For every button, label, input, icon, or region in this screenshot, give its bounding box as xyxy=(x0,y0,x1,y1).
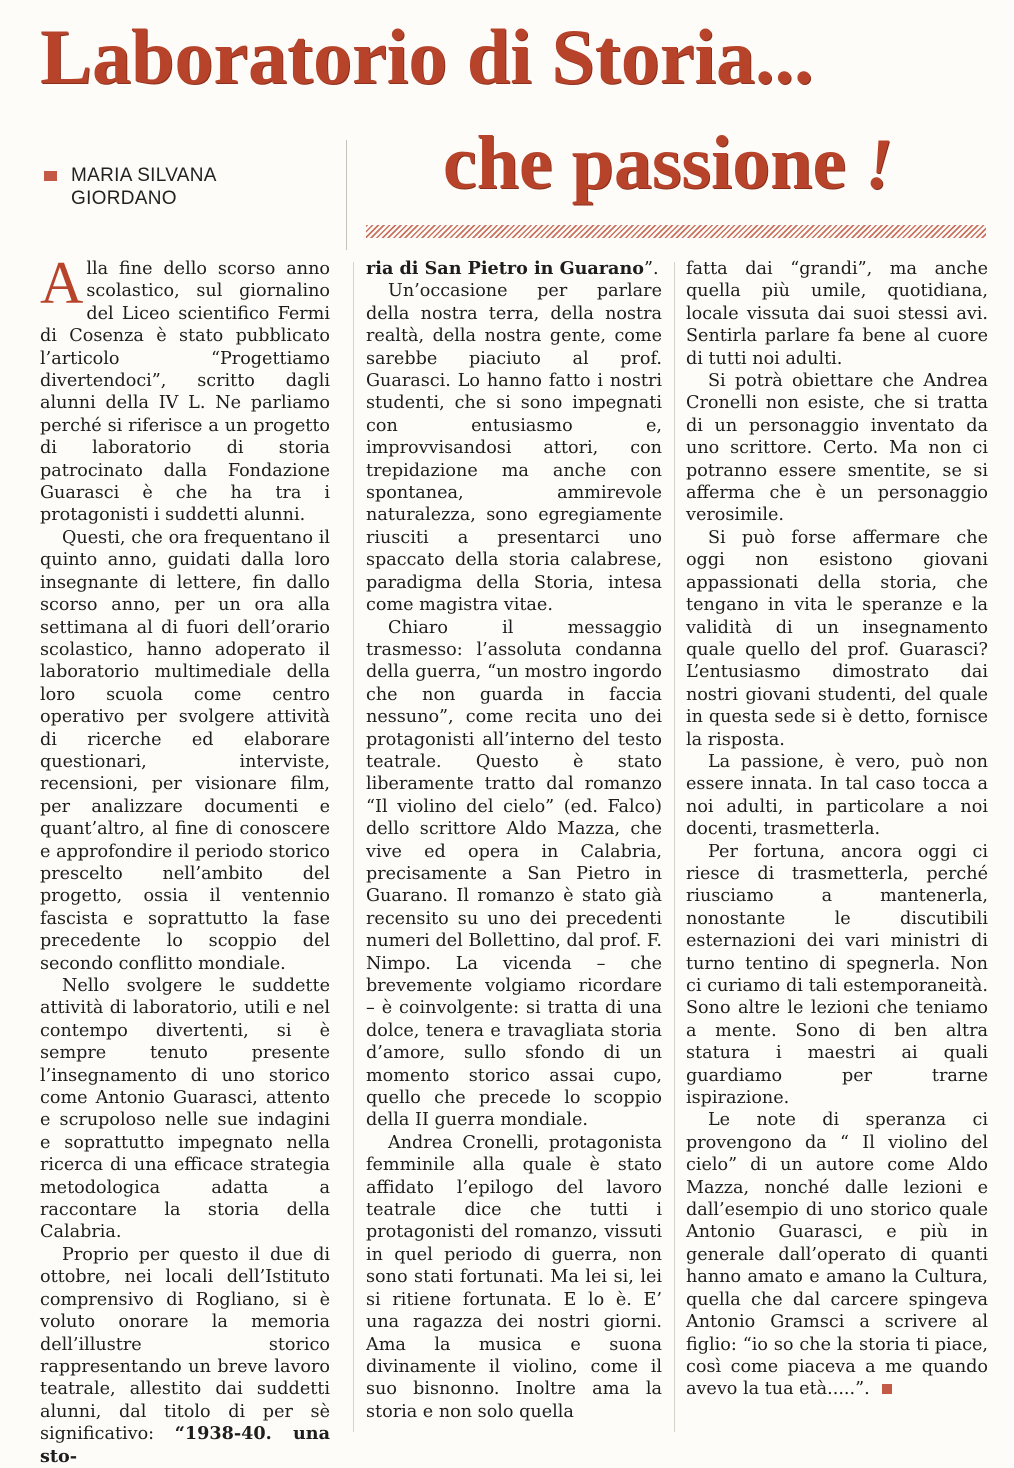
paragraph: Nello svolgere le suddette attività di laboratorio, utili e nel contempo divertenti, si è sempre tenuto presente l’insegnamento di uno storico come Antonio Guarasci, attento e scrupoloso nelle sue indagini e soprattutto impegnato nella ricerca di una efficace strategia metodologica adatta a raccontare la storia della Calabria. xyxy=(40,976,330,1243)
paragraph xyxy=(40,1244,330,1468)
play-title-continued: ria di San Pietro in Guarano xyxy=(366,258,644,279)
subtitle-text: che passione xyxy=(442,121,847,205)
article-subtitle xyxy=(368,118,968,209)
play-title: “1938-40. una sto- xyxy=(40,1423,330,1467)
article-title: Laboratorio di Storia... xyxy=(40,13,814,100)
paragraph: Si potrà obiettare che Andrea Cronelli non esiste, che si tratta di un personaggio inventato da uno scrittore. Certo. Ma non ci potranno essere smentite, se si afferma che è un personaggio verosimile. xyxy=(686,371,988,526)
paragraph: Andrea Cronelli, protagonista femminile alla quale è stato affidato l’epilogo del lavoro teatrale dice che tutti i protagonisti del romanzo, vissuti in quel periodo di guerra, non sono stati fortunati. Ma lei si, lei si ritiene fortunata. E lo è. E’ una ragazza dei nostri giorni. Ama la musica e suona divinamente il violino, come il suo bisnonno. Inoltre ama la storia e non solo quella xyxy=(366,1132,662,1422)
article-column-2 xyxy=(366,258,662,1423)
author-name: MARIA SILVANA GIORDANO xyxy=(71,165,217,209)
paragraph: Per fortuna, ancora oggi ci riesce di trasmetterla, perché riusciamo a mantenerla, nonostante le discutibili esternazioni dei vari ministri di turno tentino di spegnerla. Non ci curiamo di tali estemporaneità. Sono altre le lezioni che teniamo a mente. Sono di ben altra statura i maestri ai quali guardiamo per trarne ispirazione. xyxy=(686,841,988,1109)
paragraph: Si può forse affermare che oggi non esistono giovani appassionati della storia, che tengano in vita le speranze e la validità di un insegnamento quale quello del prof. Guarasci? L’entusiasmo dimostrato dai nostri giovani studenti, del quale in questa sede si è detto, fornisce la risposta. xyxy=(686,527,988,750)
paragraph: Questi, che ora frequentano il quinto anno, guidati dalla loro insegnante di lettere, fin dallo scorso anno, per un ora alla settimana al di fuori dell’orario scolastico, hanno adoperato il laboratorio multimediale della loro scuola come centro operativo per svolgere attività di ricerche ed elaborare questionari, interviste, recensioni, per visionare film, per analizzare documenti e quant’altro, al fine di conoscere e approfondire il periodo storico prescelto nell’ambito del progetto, ossia il ventennio fascista e soprattutto la fase precedente lo scoppio del secondo conflitto mondiale. xyxy=(40,527,330,974)
decorative-hatch-rule xyxy=(366,225,986,238)
paragraph-text: Le note di speranza ci provengono da “ Il violino del cielo” di un autore come Aldo Mazza, nonché dalle lezioni e dall’esempio di uno storico quale Antonio Guarasci, e più in generale dall’operato di quanti hanno amato e amano la Cultura, quella che dal carcere spingeva Antonio Gramsci a scrivere al figlio: “io so che la storia ti piace, così come piaceva a me quando avevo la tua età.....”. xyxy=(686,1110,988,1400)
paragraph xyxy=(40,250,330,527)
article-column-1 xyxy=(40,250,330,1468)
end-mark-square-icon xyxy=(882,1384,892,1394)
paragraph-text: Proprio per questo il due di ottobre, nei locali dell’Istituto comprensivo di Rogliano, si è voluto onorare la memoria dell’illustre storico rappresentando un breve lavoro teatrale, allestito dai suddetti alunni, dal titolo di per sè significativo: xyxy=(40,1244,330,1445)
column-divider-2 xyxy=(674,262,675,1432)
paragraph-text: lla fine dello scorso anno scolastico, sul giornalino del Liceo scientifico Fermi di Cosenza è stato pubblicato l’articolo “Progettiamo divertendoci”, scritto dagli alunni della IV L. Ne parliamo perché si riferisce a un progetto di laboratorio di storia patrocinato dalla Fondazione Guarasci è che ha tra i protagonisti i suddetti alunni. xyxy=(40,259,330,526)
paragraph: La passione, è vero, può non essere innata. In tal caso tocca a noi adulti, in particolare a noi docenti, trasmetterla. xyxy=(686,751,988,840)
header-divider xyxy=(346,140,347,250)
paragraph-text: ”. xyxy=(644,259,659,279)
subtitle-exclamation: ! xyxy=(865,124,894,204)
paragraph xyxy=(686,1109,988,1400)
column-divider-1 xyxy=(353,262,354,1432)
paragraph: Un’occasione per parlare della nostra terra, della nostra realtà, della nostra gente, come sarebbe piaciuto al prof. Guarasci. Lo hanno fatto i nostri studenti, che si sono impegnati con entusiasmo e, improvvisandosi attori, con trepidazione ma anche con spontanea, ammirevole naturalezza, sono egregiamente riusciti a presentarci uno spaccato della storia calabrese, paradigma della Storia, intesa come magistra vitae. xyxy=(366,281,662,616)
byline-square-icon xyxy=(44,171,57,181)
paragraph: fatta dai “grandi”, ma anche quella più umile, quotidiana, locale vissuta dai suoi stessi avi. Sentirla parlare fa bene al cuore di tutti noi adulti. xyxy=(686,259,988,369)
paragraph: Chiaro il messaggio trasmesso: l’assoluta condanna della guerra, “un mostro ingordo che non guarda in faccia nessuno”, come recita uno dei protagonisti all’interno del testo teatrale. Questo è stato liberamente tratto dal romanzo “Il violino del cielo” (ed. Falco) dello scrittore Aldo Mazza, che vive ed opera in Calabria, precisamente a San Pietro in Guarano. Il romanzo è stato già recensito su uno dei precedenti numeri del Bollettino, dal prof. F. Nimpo. La vicenda – che brevemente volgiamo ricordare – è coinvolgente: si tratta di una dolce, tenera e travagliata storia d’amore, sullo sfondo di un momento storico assai cupo, quello che precede lo scoppio della II guerra mondiale. xyxy=(366,617,662,1131)
author-byline xyxy=(44,164,304,210)
drop-cap: A xyxy=(40,250,84,316)
paragraph xyxy=(366,258,662,280)
article-column-3 xyxy=(686,258,988,1401)
